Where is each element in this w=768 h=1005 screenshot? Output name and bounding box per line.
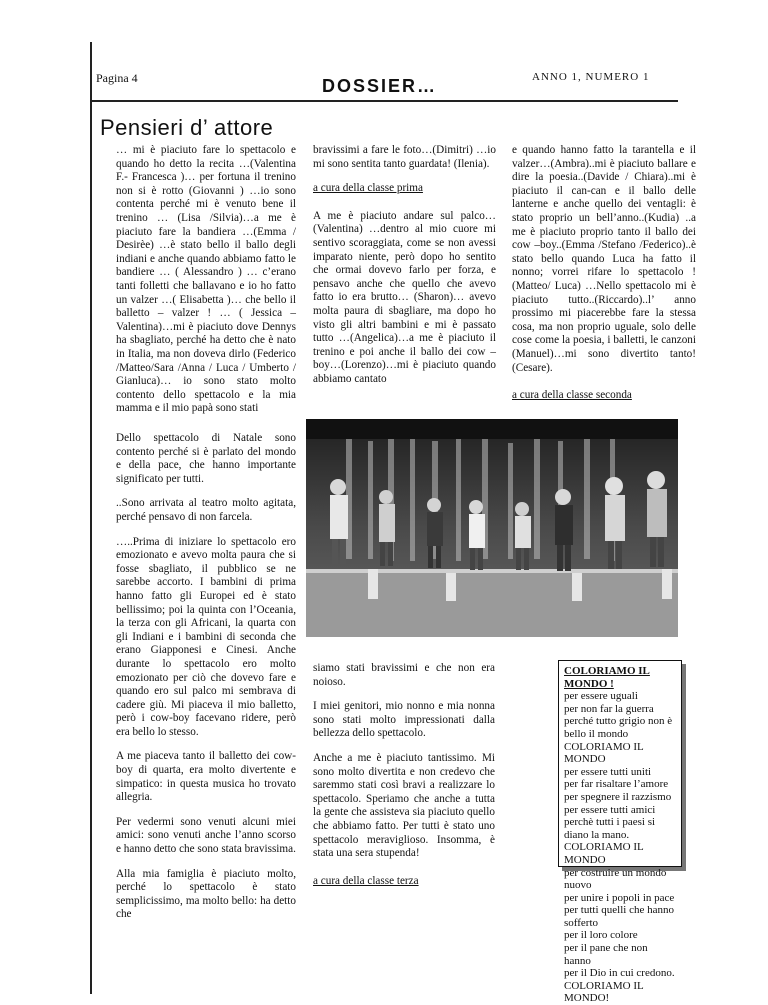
poem-line: per essere tutti amici [564,803,656,816]
lower-left-paragraph-5: Per vedermi sono venuti alcuni miei amici: sono venuti anche l’anno scorso e hanno detto che sono stata bravissima. [116,815,296,856]
poem-line: per essere uguali [564,690,638,703]
poem-line: per il Dio in cui credono. [564,967,675,980]
issue-label: ANNO 1, NUMERO 1 [532,71,650,83]
header-rule [90,100,678,102]
credit-first-class: a cura della classe prima [313,182,423,195]
column-3-paragraph: e quando hanno fatto la tarantella e il valzer…(Ambra)..mi è piaciuto ballare e dire la poesia..(Davide / Chiara)..mi è piaciuto il can-can e il ballo delle lanterne e anche quello dei ventagli: è stato proprio un bell’anno..(Kudia) ..a me è piaciuto proprio tanto il ballo dei cow –boy..(Emma /Stefano /Federico)..è stato bello quando Luca ha fatto il nonno; vorrei rifare lo spettacolo ! (Matteo/ Luca) …Nello spettacolo mi è piaciuto tutto..(Riccardo)..l’ anno prossimo mi piacerebbe fare la stessa cosa, ma non proprio uguale, solo delle cose come la poesia, i balletti, le canzoni (Manuel)…mi sono divertito tanto! (Cesare). [512,144,696,374]
page-number: Pagina 4 [96,71,138,85]
poem-line: perché tutto grigio non è bello il mondo [564,715,673,740]
lower-left-paragraph-6: Alla mia famiglia è piaciuto molto, perché lo spettacolo è stato semplicissimo, ma molto bello: ha detto che [116,867,296,921]
poem-line: COLORIAMO IL MONDO [564,740,644,766]
stage-photo-illustration [306,419,678,637]
lower-left-paragraph-2: ..Sono arrivata al teatro molto agitata, perché pensavo di non farcela. [116,497,296,523]
lower-left-paragraph-4: A me piaceva tanto il balletto dei cow-boy di quarta, era molto divertente e simpatico: in questa musica ho trovato allegria. [116,750,296,804]
poem-line: COLORIAMO IL MONDO! [564,979,644,1005]
lower-left-paragraph-1: Dello spettacolo di Natale sono contento perché si è parlato del mondo e della pace, che hanno importante significato per tutti. [116,432,296,485]
article-title: Pensieri d’ attore [100,115,274,140]
poem-line: per il pane che non hanno [564,942,648,967]
poem-line: per costruire un mondo nuovo [564,866,667,892]
lower-left-paragraph-3: …..Prima di iniziare lo spettacolo ero emozionato e avevo molta paura che si fosse sbagliato, il pubblico se ne sarebbe accorto. I bambini di prima hanno fatto gli Europei ed è stato bellissimo; poi la quinta con l’Oceania, la terza con gli Africani, la quarta con gli Indiani e i bambini di seconda che erano Giapponesi e Cinesi. Anche durante lo spettacolo ero molto emozionato per ciò che dovevo fare e quando ero sul palco mi sembrava di cadere giù. Mi piaceva il mio balletto, però i cow-boy facevano ridere, però era bello lo stesso. [116,535,296,738]
lower-middle-paragraph-2: I miei genitori, mio nonno e mia nonna sono stati molto impressionati dalla bellezza dello spettacolo. [313,700,495,740]
poem-line: per tutti quelli che hanno sofferto [564,904,674,929]
credit-third-class: a cura della classe terza [313,874,419,887]
column-2-paragraph-2: A me è piaciuto andare sul palco…(Valentina) …dentro al mio cuore mi sentivo scoraggiata, come se non avessi imparato niente, però dopo ho sentito che ormai dovevo farlo per forza, e pensavo anche che quello che avevo fatto io era brutto… (Sharon)… avevo molta paura di sbagliare, ma dopo ho visto gli altri bambini e mi è passato tutto …(Angelica)…a me è piaciuto il trenino e poi anche il ballo dei cow –boy…(Lorenzo)…mi è piaciuto quando abbiamo cantato [313,209,496,385]
poem-title: COLORIAMO IL MONDO ! [564,665,650,690]
lower-middle-paragraph-3: Anche a me è piaciuto tantissimo. Mi sono molto divertita e non credevo che saremmo stati così bravi a realizzare lo spettacolo. Speriamo che anche a tutta la gente che assisteva sia piaciuto quello che abbiamo fatto. Per tutti è stato uno spettacolo meraviglioso. Insomma, è stata una sera stupenda! [313,751,495,860]
lower-left-column [116,432,296,933]
credit-second-class: a cura della classe seconda [512,389,632,402]
poem-line: per non far la guerra [564,702,654,715]
poem-line: per far risaltare l’amore [564,778,669,791]
poem-line: per spegnere il razzismo [564,790,672,803]
column-1-text: … mi è piaciuto fare lo spettacolo e quando ho detto la recita …(Valentina F.- Francesca )… per fortuna il trenino non si è rotto (Giovanni ) …io sono contenta perché mi è venuto bene il trenino … (Lisa /Silvia)…a me è piaciuto fare la bandiera …(Emma / Desirèe) …è stato bello il ballo degli indiani e anche quando abbiamo fatto le bandiere … ( Alessandro ) … c’erano tanti folletti che ballavano e io ho fatto un valzer …( Elisabetta )… che bello il balletto – valzer ! … ( Jessica – Valentina)…mi è piaciuto dove Dennys ha sbagliato, perché ha detto che è nato in Italia, ma non doveva dirlo (Federico /Matteo/Sara /Anna / Luca / Umberto / Gianluca)… io sono stato molto contento dello spettacolo e la mia mamma e il mio papà sono stati [116,144,296,415]
column-1 [116,144,296,427]
poem-lines [564,690,676,1005]
poem-box [558,660,682,1005]
lower-middle-column [313,662,495,888]
poem-line: per il loro colore [564,929,638,942]
column-3 [512,144,696,403]
stage-photo [306,419,678,637]
poem-line: per essere tutti uniti [564,765,652,778]
section-title: DOSSIER… [322,76,438,96]
column-2 [313,144,496,398]
vertical-rule [90,42,92,994]
column-2-paragraph-1: bravissimi a fare le foto…(Dimitri) …io mi sono sentita tanto guardata! (Ilenia). [313,144,496,170]
poem-line: perchè tutti i paesi si diano la mano. [564,816,656,841]
lower-middle-paragraph-1: siamo stati bravissimi e che non era noioso. [313,662,495,688]
poem-line: per unire i popoli in pace [564,891,675,904]
poem-line: COLORIAMO IL MONDO [564,841,644,866]
